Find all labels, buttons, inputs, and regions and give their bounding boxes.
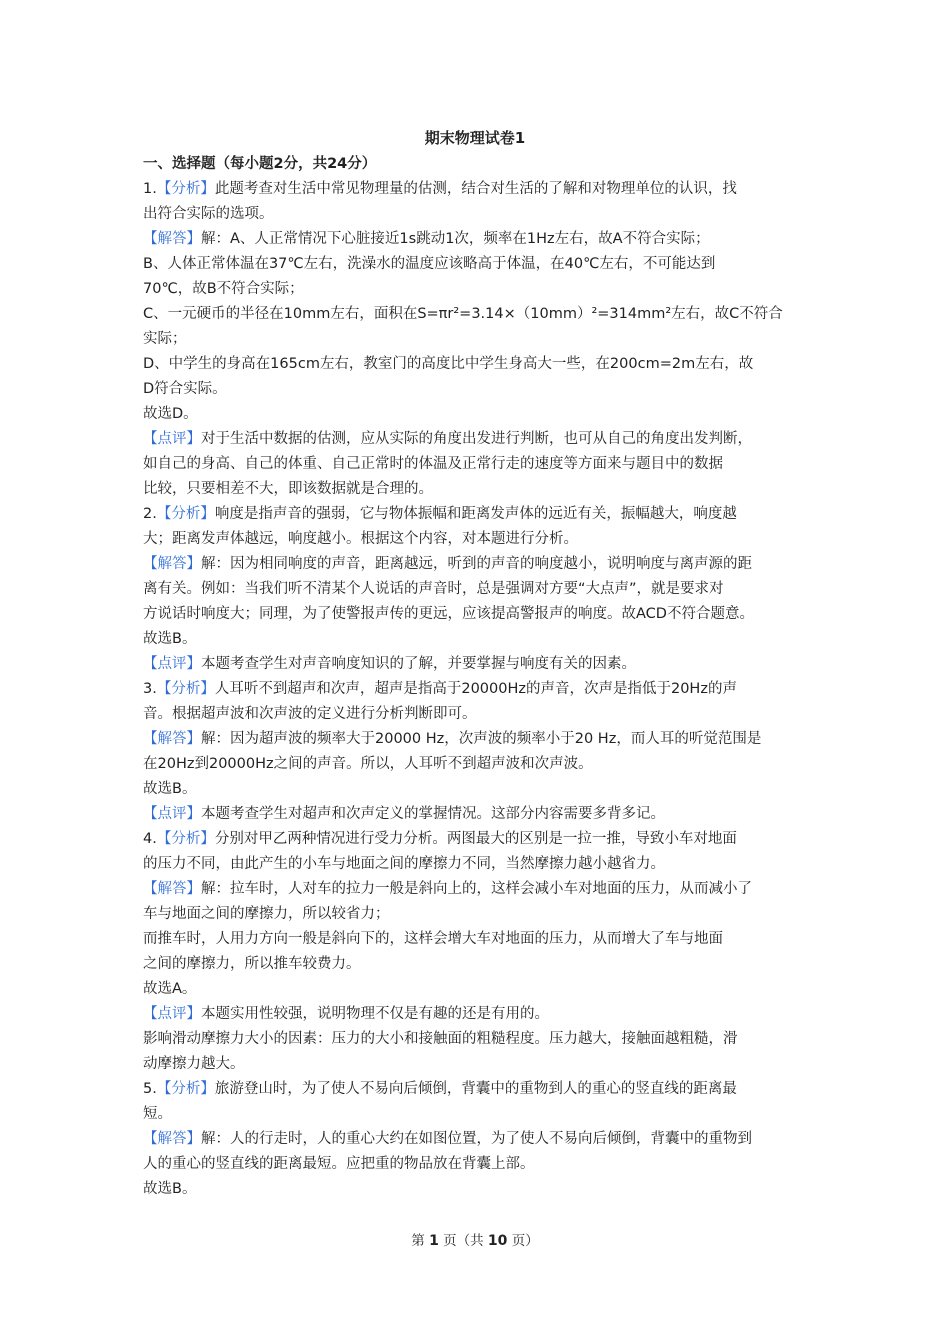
text-segment: 故选B。	[143, 781, 197, 797]
text-segment: 故选A。	[143, 981, 197, 997]
section-tag: 【解答】	[143, 231, 201, 247]
section-tag: 【分析】	[156, 181, 215, 197]
text-segment: 如自己的身高、自己的体重、自己正常时的体温及正常行走的速度等方面来与题目中的数据	[143, 456, 723, 472]
footer-total-pages: 10	[487, 1233, 508, 1249]
page-footer	[0, 1229, 950, 1249]
text-segment: 本题实用性较强，说明物理不仅是有趣的还是有用的。	[201, 1006, 549, 1022]
section-tag: 【解答】	[143, 731, 201, 747]
text-line	[143, 202, 815, 227]
text-segment: 车与地面之间的摩擦力，所以较省力；	[143, 906, 390, 922]
text-segment: 3.	[143, 681, 157, 697]
text-line	[143, 677, 815, 702]
text-line	[143, 502, 815, 527]
text-segment: 故选B。	[143, 1181, 197, 1197]
footer-prefix: 第	[411, 1233, 425, 1249]
text-line	[143, 1177, 815, 1202]
text-segment: 一、选择题（每小题2分，共24分）	[143, 156, 377, 172]
text-segment: 影响滑动摩擦力大小的因素：压力的大小和接触面的粗糙程度。压力越大，接触面越粗糙，滑	[143, 1031, 738, 1047]
text-line	[143, 852, 815, 877]
text-line	[143, 1002, 815, 1027]
text-line	[143, 702, 815, 727]
text-line	[143, 652, 815, 677]
text-segment: 分别对甲乙两种情况进行受力分析。两图最大的区别是一拉一推，导致小车对地面	[214, 831, 737, 847]
text-line	[143, 1152, 815, 1177]
text-segment: 解：人的行走时，人的重心大约在如图位置，为了使人不易向后倾倒，背囊中的重物到	[201, 1131, 752, 1147]
text-segment: B、人体正常体温在37℃左右，洗澡水的温度应该略高于体温，在40℃左右，不可能达到	[143, 256, 716, 272]
text-line	[143, 952, 815, 977]
text-segment: 人耳听不到超声和次声，超声是指高于20000Hz的声音，次声是指低于20Hz的声	[214, 681, 737, 697]
text-line	[143, 552, 815, 577]
text-line	[143, 1027, 815, 1052]
footer-page-number: 1	[429, 1233, 439, 1249]
text-line	[143, 177, 815, 202]
text-segment: D符合实际。	[143, 381, 227, 397]
text-segment: 的压力不同，由此产生的小车与地面之间的摩擦力不同，当然摩擦力越小越省力。	[143, 856, 665, 872]
text-segment: C、一元硬币的半径在10mm左右，面积在S=πr²=3.14×（10mm）²=314mm²左右，故C不符合	[143, 306, 783, 322]
text-segment: 此题考查对生活中常见物理量的估测，结合对生活的了解和对物理单位的认识，找	[214, 181, 737, 197]
text-line	[143, 577, 815, 602]
section-tag: 【点评】	[143, 656, 201, 672]
text-segment: 比较，只要相差不大，即该数据就是合理的。	[143, 481, 433, 497]
text-line	[143, 427, 815, 452]
text-segment: 之间的摩擦力，所以推车较费力。	[143, 956, 361, 972]
footer-suffix: 页）	[511, 1233, 539, 1249]
text-segment: 出符合实际的选项。	[143, 206, 274, 222]
text-line	[143, 902, 815, 927]
text-segment: 本题考查学生对声音响度知识的了解，并要掌握与响度有关的因素。	[201, 656, 636, 672]
section-tag: 【分析】	[156, 681, 215, 697]
text-line	[143, 277, 815, 302]
text-line	[143, 402, 815, 427]
text-line	[143, 927, 815, 952]
footer-middle: 页（共	[443, 1233, 484, 1249]
text-segment: 音。根据超声波和次声波的定义进行分析判断即可。	[143, 706, 477, 722]
text-line	[143, 977, 815, 1002]
text-line	[143, 252, 815, 277]
text-segment: 故选D。	[143, 406, 198, 422]
text-line	[143, 877, 815, 902]
text-segment: 人的重心的竖直线的距离最短。应把重的物品放在背囊上部。	[143, 1156, 535, 1172]
section-tag: 【分析】	[156, 831, 215, 847]
text-line	[143, 302, 815, 327]
text-line	[143, 327, 815, 352]
text-segment: 解：因为超声波的频率大于20000 Hz，次声波的频率小于20 Hz，而人耳的听觉范围是	[201, 731, 762, 747]
document-body	[143, 152, 815, 1202]
document-title: 期末物理试卷1	[424, 129, 526, 147]
text-segment: 动摩擦力越大。	[143, 1056, 245, 1072]
text-segment: 离有关。例如：当我们听不清某个人说话的声音时，总是强调对方要“大点声”，就是要求对	[143, 581, 724, 597]
section-tag: 【点评】	[143, 1006, 201, 1022]
text-line	[143, 152, 815, 177]
text-segment: 2.	[143, 506, 157, 522]
text-segment: D、中学生的身高在165cm左右，教室门的高度比中学生身高大一些，在200cm=2m左右，故	[143, 356, 754, 372]
text-line	[143, 227, 815, 252]
text-line	[143, 1052, 815, 1077]
text-segment: 响度是指声音的强弱，它与物体振幅和距离发声体的远近有关，振幅越大，响度越	[214, 506, 737, 522]
text-line	[143, 827, 815, 852]
text-line	[143, 452, 815, 477]
text-segment: 在20Hz到20000Hz之间的声音。所以，人耳听不到超声波和次声波。	[143, 756, 593, 772]
text-line	[143, 777, 815, 802]
text-line	[143, 1077, 815, 1102]
text-line	[143, 802, 815, 827]
section-tag: 【解答】	[143, 881, 201, 897]
section-tag: 【点评】	[143, 806, 201, 822]
text-segment: 故选B。	[143, 631, 197, 647]
text-segment: 70℃，故B不符合实际；	[143, 281, 304, 297]
text-line	[143, 602, 815, 627]
text-line	[143, 1127, 815, 1152]
text-line	[143, 477, 815, 502]
section-tag: 【分析】	[156, 506, 215, 522]
text-segment: 旅游登山时，为了使人不易向后倾倒，背囊中的重物到人的重心的竖直线的距离最	[214, 1081, 737, 1097]
text-line	[143, 377, 815, 402]
text-segment: 5.	[143, 1081, 157, 1097]
text-segment: 短。	[143, 1106, 172, 1122]
text-line	[143, 727, 815, 752]
text-segment: 解：A、人正常情况下心脏接近1s跳动1次，频率在1Hz左右，故A不符合实际；	[201, 231, 710, 247]
text-line	[143, 527, 815, 552]
section-tag: 【解答】	[143, 1131, 201, 1147]
text-segment: 对于生活中数据的估测，应从实际的角度出发进行判断，也可从自己的角度出发判断，	[201, 431, 752, 447]
section-tag: 【解答】	[143, 556, 201, 572]
text-line	[143, 352, 815, 377]
text-segment: 解：因为相同响度的声音，距离越远，听到的声音的响度越小，说明响度与离声源的距	[201, 556, 752, 572]
text-segment: 解：拉车时，人对车的拉力一般是斜向上的，这样会减小车对地面的压力，从而减小了	[201, 881, 752, 897]
text-line	[143, 627, 815, 652]
text-segment: 而推车时，人用力方向一般是斜向下的，这样会增大车对地面的压力，从而增大了车与地面	[143, 931, 723, 947]
section-tag: 【点评】	[143, 431, 201, 447]
section-tag: 【分析】	[156, 1081, 215, 1097]
text-line	[143, 752, 815, 777]
text-segment: 本题考查学生对超声和次声定义的掌握情况。这部分内容需要多背多记。	[201, 806, 665, 822]
text-segment: 方说话时响度大；同理，为了使警报声传的更远，应该提高警报声的响度。故ACD不符合题意。	[143, 606, 754, 622]
text-segment: 4.	[143, 831, 157, 847]
text-segment: 大；距离发声体越远，响度越小。根据这个内容，对本题进行分析。	[143, 531, 578, 547]
text-line	[143, 1102, 815, 1127]
text-segment: 实际；	[143, 331, 187, 347]
text-segment: 1.	[143, 181, 157, 197]
